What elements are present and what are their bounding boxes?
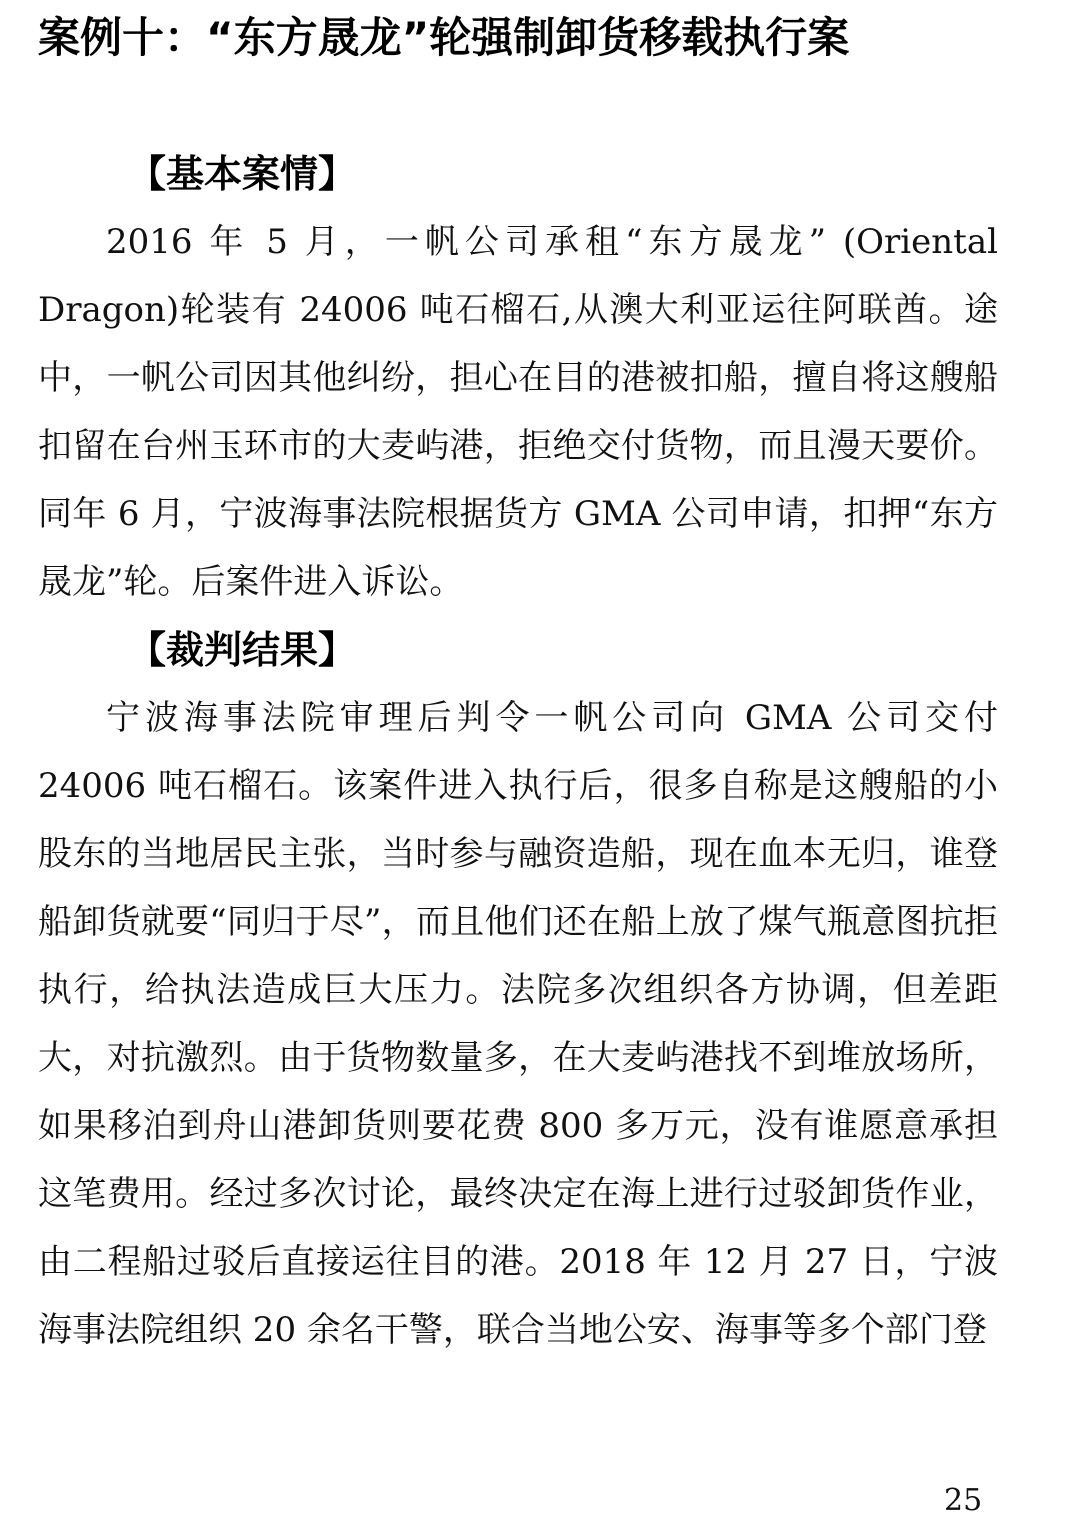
page-number: 25 (944, 1483, 983, 1518)
section-heading-basic-facts: 【基本案情】 (128, 152, 357, 196)
paragraph-basic-facts: 2016 年 5 月，一帆公司承租“东方晟龙” (Oriental Dragon)轮装有 24006 吨石榴石,从澳大利亚运往阿联酋。途中，一帆公司因其他纠纷，担心在目的港被扣船，擅自将这艘船扣留在台州玉环市的大麦屿港，拒绝交付货物，而且漫天要价。同年 6 月，宁波海事法院根据货方 GMA 公司申请，扣押“东方晟龙”轮。后案件进入诉讼。 (38, 222, 998, 602)
paragraph-judgment-result: 宁波海事法院审理后判令一帆公司向 GMA 公司交付 24006 吨石榴石。该案件进入执行后，很多自称是这艘船的小股东的当地居民主张，当时参与融资造船，现在血本无归，谁登船卸货就要“同归于尽”，而且他们还在船上放了煤气瓶意图抗拒执行，给执法造成巨大压力。法院多次组织各方协调，但差距大，对抗激烈。由于货物数量多，在大麦屿港找不到堆放场所，如果移泊到舟山港卸货则要花费 800 多万元，没有谁愿意承担这笔费用。经过多次讨论，最终决定在海上进行过驳卸货作业，由二程船过驳后直接运往目的港。2018 年 12 月 27 日，宁波海事法院组织 20 余名干警，联合当地公安、海事等多个部门登 (38, 698, 998, 1350)
page-title: 案例十：“东方晟龙”轮强制卸货移载执行案 (38, 13, 850, 62)
section-heading-judgment-result: 【裁判结果】 (128, 628, 357, 672)
